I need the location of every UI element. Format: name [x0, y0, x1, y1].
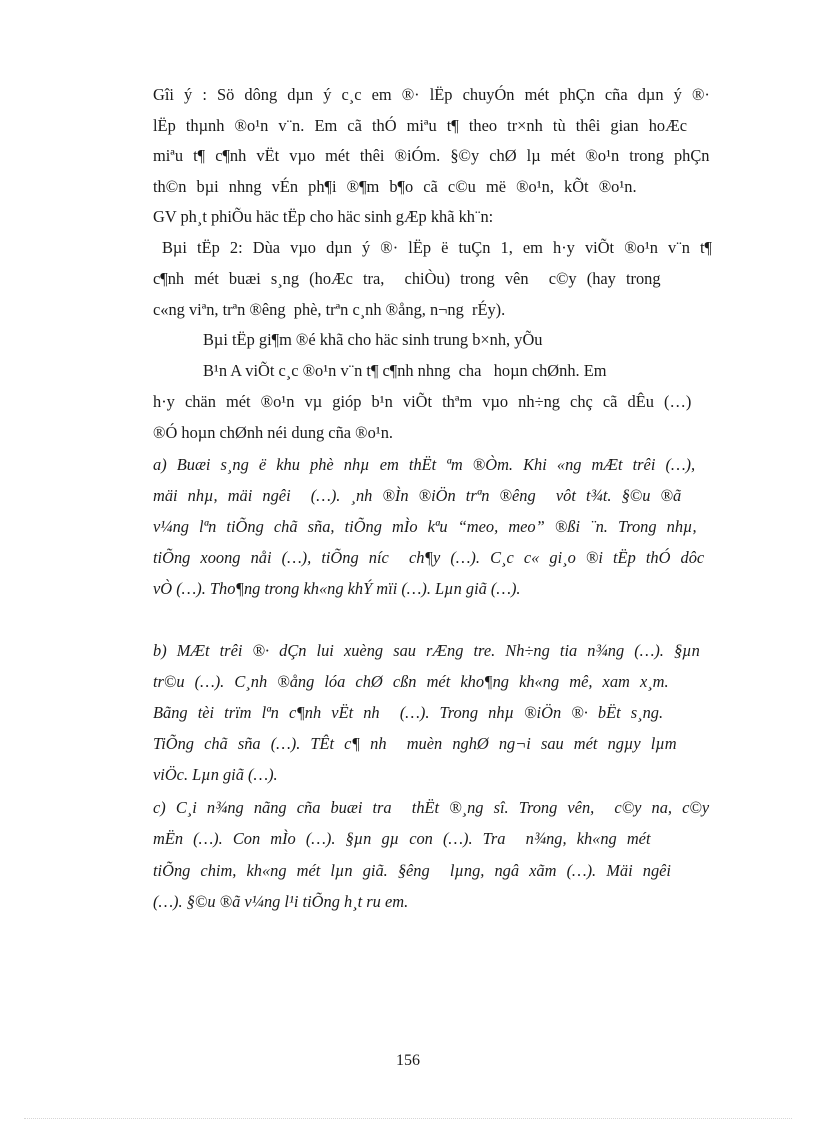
body-text-line: c¶nh mét buæi s¸ng (hoÆc tra, chiÒu) trong vên c©y (hay trong: [153, 269, 661, 288]
exercise-text-line: tr©u (…). C¸nh ®ång lóa chØ cßn mét kho¶ng kh«ng mê, xam x¸m.: [153, 672, 669, 691]
body-text-line: th©n bµi nhng vÉn ph¶i ®¶m b¶o cã c©u më ®o¹n, kÕt ®o¹n.: [153, 177, 637, 196]
body-text-line: GV ph¸t phiÕu häc tËp cho häc sinh gÆp khã kh¨n:: [153, 207, 494, 226]
exercise-text-line: vÒ (…). Tho¶ng trong kh«ng khÝ mïi (…). Lµn giã (…).: [153, 579, 521, 598]
body-text-line: c«ng viªn, trªn ®êng phè, trªn c¸nh ®ång, n¬ng rÉy).: [153, 300, 506, 319]
exercise-text-line: mäi nhµ, mäi ngêi (…). ¸nh ®Ìn ®iÖn trªn ®êng vôt t¾t. §©u ®ã: [153, 486, 682, 505]
exercise-text-line: b) MÆt trêi ®· dÇn lui xuèng sau rÆng tre. Nh÷ng tia n¾ng (…). §µn: [153, 641, 700, 660]
page-bottom-rule: [24, 1118, 792, 1119]
body-text-line: Bµi tËp gi¶m ®é khã cho häc sinh trung b×nh, yÕu: [203, 330, 543, 349]
exercise-text-line: viÖc. Lµn giã (…).: [153, 765, 278, 784]
exercise-text-line: a) Buæi s¸ng ë khu phè nhµ em thËt ªm ®Òm. Khi «ng mÆt trêi (…),: [153, 455, 696, 474]
exercise-text-line: Bãng tèi trïm lªn c¶nh vËt nh (…). Trong nhµ ®iÖn ®· bËt s¸ng.: [153, 703, 664, 722]
page-number: 156: [396, 1052, 420, 1069]
exercise-text-line: c) C¸i n¾ng nãng cña buæi tra thËt ®¸ng sî. Trong vên, c©y na, c©y: [153, 798, 710, 817]
exercise-text-line: tiÕng xoong nåi (…), tiÕng níc ch¶y (…). C¸c c« gi¸o ®i tËp thÓ dôc: [153, 548, 705, 567]
exercise-text-line: tiÕng chim, kh«ng mét lµn giã. §êng lµng, ngâ xãm (…). Mäi ngêi: [153, 861, 671, 880]
exercise-text-line: v¼ng lªn tiÕng chã sña, tiÕng mÌo kªu “meo, meo” ®ßi ¨n. Trong nhµ,: [153, 517, 697, 536]
body-text-line: miªu t¶ c¶nh vËt vµo mét thêi ®iÓm. §©y chØ lµ mét ®o¹n trong phÇn: [153, 146, 710, 165]
body-text-line: Gîi ý : Sö dông dµn ý c¸c em ®· lËp chuyÓn mét phÇn cña dµn ý ®·: [153, 85, 710, 104]
body-text-line: ®Ó hoµn chØnh néi dung cña ®o¹n.: [153, 423, 394, 442]
exercise-text-line: (…). §©u ®ã v¼ng l¹i tiÕng h¸t ru em.: [153, 892, 409, 911]
body-text-line: lËp thµnh ®o¹n v¨n. Em cã thÓ miªu t¶ theo tr×nh tù thêi gian hoÆc: [153, 116, 687, 135]
body-text-line: B¹n A viÕt c¸c ®o¹n v¨n t¶ c¶nh nhng cha hoµn chØnh. Em: [203, 361, 607, 380]
body-text-line: h·y chän mét ®o¹n vµ gióp b¹n viÕt thªm vµo nh÷ng chç cã dÊu (…): [153, 392, 692, 411]
body-text-line: Bµi tËp 2: Dùa vµo dµn ý ®· lËp ë tuÇn 1, em h·y viÕt ®o¹n v¨n t¶: [162, 238, 712, 257]
exercise-text-line: TiÕng chã sña (…). TÊt c¶ nh muèn nghØ ng¬i sau mét ngµy lµm: [153, 734, 677, 753]
exercise-text-line: mËn (…). Con mÌo (…). §µn gµ con (…). Tra n¾ng, kh«ng mét: [153, 829, 651, 848]
